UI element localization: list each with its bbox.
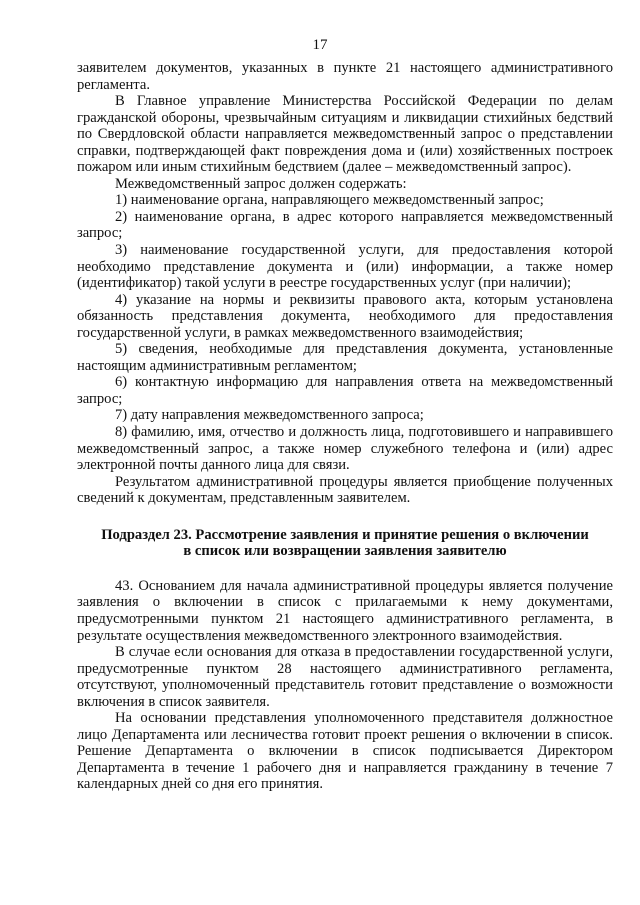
section-heading — [77, 527, 613, 560]
paragraph: 43. Основанием для начала административной процедуры является получение заявления о включении в список с прилагаемыми к нему документами, предусмотренными пунктом 21 настоящего административного регламента, в результате осуществления межведомственного электронного взаимодействия. — [77, 577, 613, 644]
list-item: 1) наименование органа, направляющего межведомственный запрос; — [115, 192, 544, 209]
paragraph: Результатом административной процедуры является приобщение полученных сведений к документам, представленным заявителем. — [77, 473, 613, 507]
section-before-heading — [77, 60, 613, 507]
paragraph: На основании представления уполномоченного представителя должностное лицо Департамента или лесничества готовит проект решения о включении в список. Решение Департамента о включении в список подписывается Директором Департамента в течение 1 рабочего дня и направляется гражданину в течение 7 календарных дней со дня его принятия. — [77, 710, 613, 793]
list-item: 2) наименование органа, в адрес которого направляется межведомственный запрос; — [77, 208, 613, 242]
paragraph: В случае если основания для отказа в предоставлении государственной услуги, предусмотренные пунктом 28 настоящего административного регламента, отсутствуют, уполномоченный представитель готовит представление о возможности включения в список заявителя. — [77, 644, 613, 710]
paragraph: В Главное управление Министерства Российской Федерации по делам гражданской обороны, чрезвычайным ситуациям и ликвидации стихийных бедствий по Свердловской области направляется межведомственный запрос о представлении справки, подтверждающей факт повреждения дома и (или) хозяйственных построек пожаром или иным стихийным бедствием (далее – межведомственный запрос). — [77, 93, 613, 176]
page-number: 17 — [312, 37, 328, 53]
paragraph: заявителем документов, указанных в пункте 21 настоящего административного регламента. — [77, 60, 613, 93]
document-body — [77, 60, 613, 793]
section-after-heading — [77, 578, 613, 793]
list-item: 8) фамилию, имя, отчество и должность лица, подготовившего и направившего межведомственный запрос, а также номер служебного телефона и (или) адрес электронной почты данного лица для связи. — [77, 424, 613, 474]
section-heading-line: в список или возвращении заявления заявителю — [183, 543, 507, 560]
list-item: 3) наименование государственной услуги, для предоставления которой необходимо представление документа и (или) информации, а также номер (идентификатор) такой услуги в реестре государственных услуг (при наличии); — [77, 242, 613, 292]
paragraph: Межведомственный запрос должен содержать: — [115, 175, 407, 192]
section-heading-line: Подраздел 23. Рассмотрение заявления и принятие решения о включении — [101, 526, 589, 543]
list-item: 7) дату направления межведомственного запроса; — [115, 407, 424, 424]
list-item: 4) указание на нормы и реквизиты правового акта, которым установлена обязанность представления документа, необходимого для предоставления государственной услуги, в рамках межведомственного взаимодействия; — [77, 291, 613, 341]
list-item: 6) контактную информацию для направления ответа на межведомственный запрос; — [77, 374, 613, 407]
list-item: 5) сведения, необходимые для представления документа, установленные настоящим административным регламентом; — [77, 341, 613, 374]
